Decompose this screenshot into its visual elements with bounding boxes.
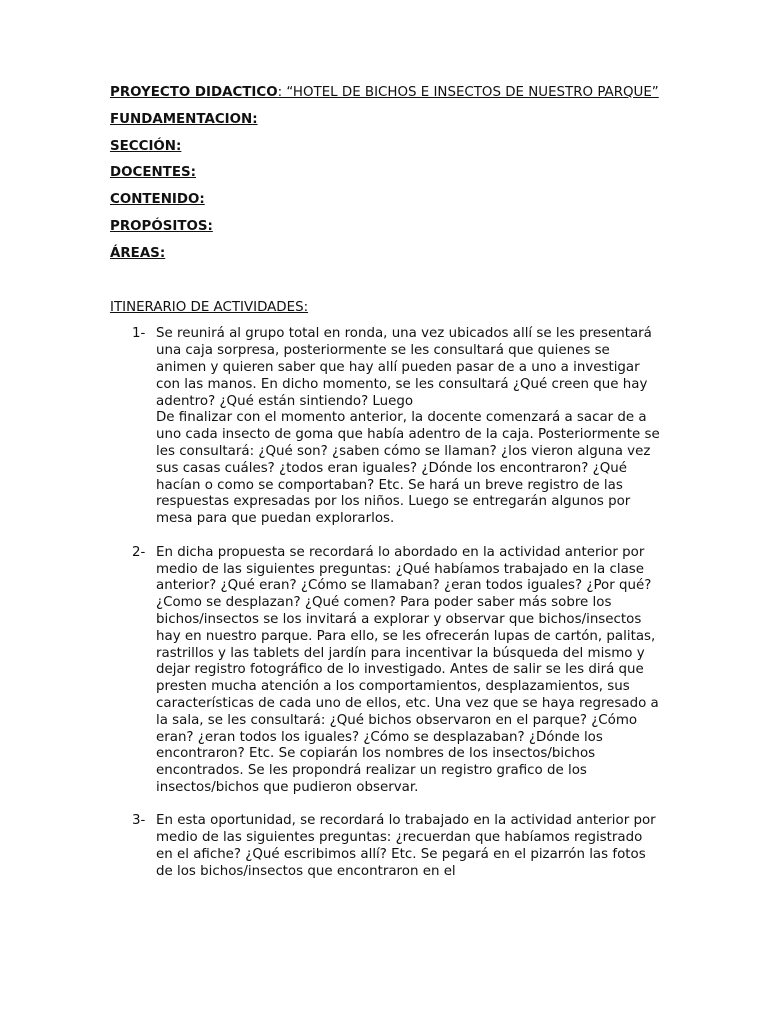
project-title-label: PROYECTO DIDACTICO [110,85,278,100]
activity-paragraph: En esta oportunidad, se recordará lo trabajado en la actividad anterior por medio de las siguientes preguntas: ¿recuerdan que habíamos registrado en el afiche? ¿Qué escribimos allí? Etc. Se pegará en el pizarrón las fotos de los bichos/insectos que encontraron en el [156,813,656,879]
project-title [110,85,660,102]
list-item [110,545,660,797]
list-item [110,813,660,880]
activity-paragraph: De finalizar con el momento anterior, la docente comenzará a sacar de a uno cada insecto de goma que había adentro de la caja. Posteriormente se les consultará: ¿Qué son? ¿saben cómo se llaman? ¿los vieron alguna vez sus casas cuáles? ¿todos eran iguales? ¿Dónde los encontraron? ¿Qué hacían o como se comportaban? Etc. Se hará un breve registro de las respuestas expresadas por los niños. Luego se entregarán algunos por mesa para que puedan explorarlos. [156,410,660,527]
project-title-text: : “HOTEL DE BICHOS E INSECTOS DE NUESTRO PARQUE” [277,85,659,100]
activity-number: 3- [132,813,146,829]
itinerary-heading: ITINERARIO DE ACTIVIDADES: [110,299,309,315]
activity-number: 1- [132,326,146,342]
field-docentes: DOCENTES: [110,165,196,181]
activity-paragraph: Se reunirá al grupo total en ronda, una vez ubicados allí se les presentará una caja sorpresa, posteriormente se les consultará que quienes se animen y quieren saber que hay allí pueden pasar de a uno a investigar con las manos. En dicho momento, se les consultará ¿Qué creen que hay adentro? ¿Qué están sintiendo? Luego [156,326,652,409]
field-contenido: CONTENIDO: [110,192,205,208]
document-page [110,85,660,897]
activity-number: 2- [132,544,146,560]
field-areas: ÁREAS: [110,245,166,261]
field-seccion: SECCIÓN: [110,138,182,154]
activity-paragraph: En dicha propuesta se recordará lo abordado en la actividad anterior por medio de las siguientes preguntas: ¿Qué habíamos trabajado en la clase anterior? ¿Qué eran? ¿Cómo se llamaban? ¿eran todos iguales? ¿Por qué? ¿Como se desplazan? ¿Qué comen? Para poder saber más sobre los bichos/insectos se los invitará a explorar y observar que bichos/insectos hay en nuestro parque. Para ello, se les ofrecerán lupas de cartón, palitas, rastrillos y las tablets del jardín para incentivar la búsqueda del mismo y dejar registro fotográfico de lo investigado. Antes de salir se les dirá que presten mucha atención a los comportamientos, desplazamientos, sus características de cada uno de ellos, etc. Una vez que se haya regresado a la sala, se les consultará: ¿Qué bichos observaron en el parque? ¿Cómo eran? ¿eran todos los iguales? ¿Cómo se desplazaban? ¿Dónde los encontraron? Etc. Se copiarán los nombres de los insectos/bichos encontrados. Se les propondrá realizar un registro grafico de los insectos/bichos que pudieron observar. [156,544,659,795]
field-propositos: PROPÓSITOS: [110,218,213,234]
activity-list [110,326,660,880]
list-item [110,326,660,528]
section-gap [110,273,660,300]
field-fundamentacion: FUNDAMENTACION: [110,111,258,127]
